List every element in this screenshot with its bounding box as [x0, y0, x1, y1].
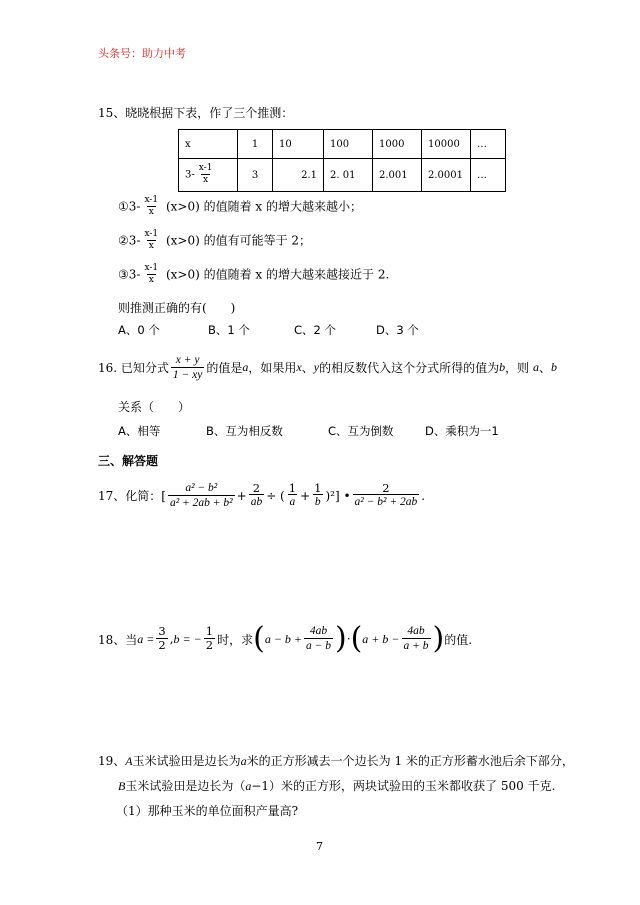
text: 米的正方形减去一个边长为 1 米的正方形蓄水池后余下部分，	[246, 754, 574, 768]
table-row	[179, 130, 506, 159]
table-cell: 2.1	[273, 159, 324, 192]
numerator	[405, 624, 426, 638]
var-a: a	[242, 360, 249, 375]
denominator	[313, 494, 323, 510]
denominator: 2	[158, 637, 166, 652]
fraction	[171, 353, 204, 382]
table-cell: 100	[324, 130, 373, 159]
q19-line-1	[98, 752, 574, 769]
expr: a + b	[403, 639, 429, 652]
denominator: x	[148, 206, 154, 217]
text: 时，求	[217, 632, 254, 647]
table-cell: 1	[238, 130, 273, 159]
q15-option-d: D、3 个	[376, 323, 419, 337]
q15-claim-3	[118, 264, 389, 286]
operator: ,	[169, 632, 174, 646]
row-label-prefix: 3-	[185, 169, 195, 181]
expr: b = −	[173, 631, 202, 646]
q19-prefix: 19、	[98, 754, 126, 768]
claim-text: (x>0) 的值随着 x 的增大越来越接近于 2.	[165, 267, 390, 282]
numerator: 3	[158, 624, 166, 639]
text: 的值.	[444, 632, 473, 647]
fraction	[142, 196, 160, 218]
numerator: x-1	[144, 195, 159, 205]
q16-prefix: 16. 已知分式	[98, 361, 169, 376]
numerator: x-1	[144, 229, 159, 239]
table-cell: …	[471, 130, 506, 159]
var-a: a	[532, 360, 539, 375]
page-number: 7	[316, 840, 323, 853]
expr: a − b +	[264, 631, 303, 646]
var-a: a	[240, 754, 247, 768]
text: 的值是	[206, 361, 243, 376]
q16-line	[98, 353, 557, 382]
numerator: 1	[288, 480, 297, 495]
claim-prefix: ③3-	[118, 267, 141, 282]
var-y: y	[313, 360, 320, 375]
claim-text: (x>0) 的值随着 x 的增大越来越小；	[165, 199, 363, 214]
numerator	[183, 481, 219, 495]
operator: +	[236, 488, 247, 503]
denominator: 2	[205, 637, 214, 652]
q18-line	[98, 621, 473, 656]
q15-table	[178, 129, 506, 192]
expr: a² + 2ab + b²	[169, 496, 233, 509]
q17-line	[98, 481, 425, 510]
fraction	[312, 482, 323, 510]
table-cell: 3	[238, 159, 273, 192]
section-title: 三、解答题	[98, 454, 159, 468]
denominator: x	[203, 175, 209, 186]
fraction	[142, 230, 160, 252]
expr: a	[289, 496, 296, 509]
q16-option-c: C、互为倒数	[328, 424, 394, 438]
fraction	[249, 482, 265, 510]
denominator	[304, 638, 333, 654]
right-paren: )	[335, 621, 347, 656]
text: ，则	[505, 361, 530, 376]
numerator	[174, 353, 202, 367]
q18-prefix: 18、当	[98, 632, 138, 647]
var-B: B	[118, 779, 126, 793]
q15-ask: 则推测正确的有( )	[118, 301, 236, 315]
q17-prefix: 17、化简：[	[98, 489, 166, 504]
var-A: A	[125, 754, 133, 768]
expr: 4ab	[407, 625, 425, 638]
fraction	[197, 164, 215, 186]
numerator: 1	[314, 480, 322, 495]
numerator: x-1	[198, 163, 213, 174]
expr: ab	[250, 496, 263, 509]
expr: a² − b² + 2ab	[354, 496, 418, 509]
table-cell: 2. 01	[324, 159, 373, 192]
var-b: b	[550, 360, 557, 375]
q15-claim-1	[118, 196, 362, 218]
table-cell: …	[471, 159, 506, 192]
expr: x + y	[175, 354, 200, 366]
denominator	[171, 367, 204, 383]
var-x: x	[296, 360, 302, 375]
q19-sub-1: （1）那种玉米的单位面积产量高?	[116, 804, 299, 818]
expr: 1 − xy	[172, 368, 203, 381]
expr: a =	[137, 631, 155, 646]
q15-option-a: A、0 个	[118, 323, 160, 337]
q19-line-2	[118, 777, 555, 794]
operator: .	[421, 488, 426, 503]
operator: ÷ (	[266, 488, 285, 503]
q16-option-d: D、乘积为一1	[425, 424, 499, 438]
fraction	[402, 624, 431, 653]
fraction	[287, 482, 298, 510]
q15-option-b: B、1 个	[208, 323, 250, 337]
claim-prefix: ②3-	[118, 233, 141, 248]
fraction	[168, 481, 235, 510]
expr: a² − b²	[185, 482, 218, 494]
q16-relation: 关系（ ）	[118, 400, 191, 414]
q15-option-c: C、2 个	[294, 323, 337, 337]
denominator	[288, 494, 298, 510]
denominator	[168, 495, 235, 511]
claim-text: (x>0) 的值有可能等于 2；	[165, 233, 312, 248]
expr: b	[314, 496, 321, 509]
numerator: x-1	[144, 263, 159, 273]
table-cell: 1000	[373, 130, 422, 159]
q15-claim-2	[118, 230, 311, 252]
var-a: a	[245, 779, 252, 793]
numerator: 2	[382, 480, 390, 495]
text: 玉米试验田是边长为（	[125, 779, 246, 793]
table-cell: x	[179, 130, 238, 159]
text: ，如果用	[248, 361, 297, 376]
left-paren: (	[350, 621, 363, 656]
left-paren: (	[253, 621, 265, 656]
numerator	[308, 624, 329, 638]
table-cell: 10	[273, 130, 324, 159]
fraction	[204, 625, 215, 652]
table-cell	[179, 159, 238, 192]
claim-prefix: ①3-	[118, 199, 141, 214]
text: 、	[538, 361, 551, 376]
numerator: 1	[205, 624, 214, 639]
expr: a − b	[306, 639, 332, 652]
expr: a + b −	[362, 631, 400, 646]
source-header: 头条号：助力中考	[98, 47, 186, 60]
table-cell: 2.0001	[422, 159, 471, 192]
q16-option-a: A、相等	[118, 424, 161, 438]
text: −1）米的正方形，两块试验田的玉米都收获了 500 千克.	[251, 779, 556, 793]
fraction	[304, 624, 333, 653]
q16-option-b: B、互为相反数	[206, 424, 283, 438]
table-cell: 2.001	[373, 159, 422, 192]
operator: )²] •	[325, 488, 351, 503]
text: 的相反数代入这个分式所得的值为	[319, 361, 500, 376]
fraction	[156, 625, 167, 652]
denominator: x	[148, 274, 154, 285]
operator: ·	[346, 632, 351, 646]
denominator	[353, 494, 420, 510]
denominator: x	[148, 240, 154, 251]
fraction	[142, 264, 160, 286]
q15-intro: 15、晓晓根据下表，作了三个推测：	[98, 106, 294, 120]
text: 、	[301, 361, 314, 376]
fraction	[353, 482, 420, 510]
operator: +	[300, 488, 311, 503]
table-cell: 10000	[422, 130, 471, 159]
denominator	[402, 638, 431, 654]
table-row	[179, 159, 506, 192]
expr: 4ab	[309, 625, 328, 638]
text: 玉米试验田是边长为	[132, 754, 241, 768]
denominator	[249, 494, 265, 510]
numerator: 2	[252, 480, 261, 495]
var-b: b	[499, 360, 506, 375]
right-paren: )	[432, 621, 445, 656]
